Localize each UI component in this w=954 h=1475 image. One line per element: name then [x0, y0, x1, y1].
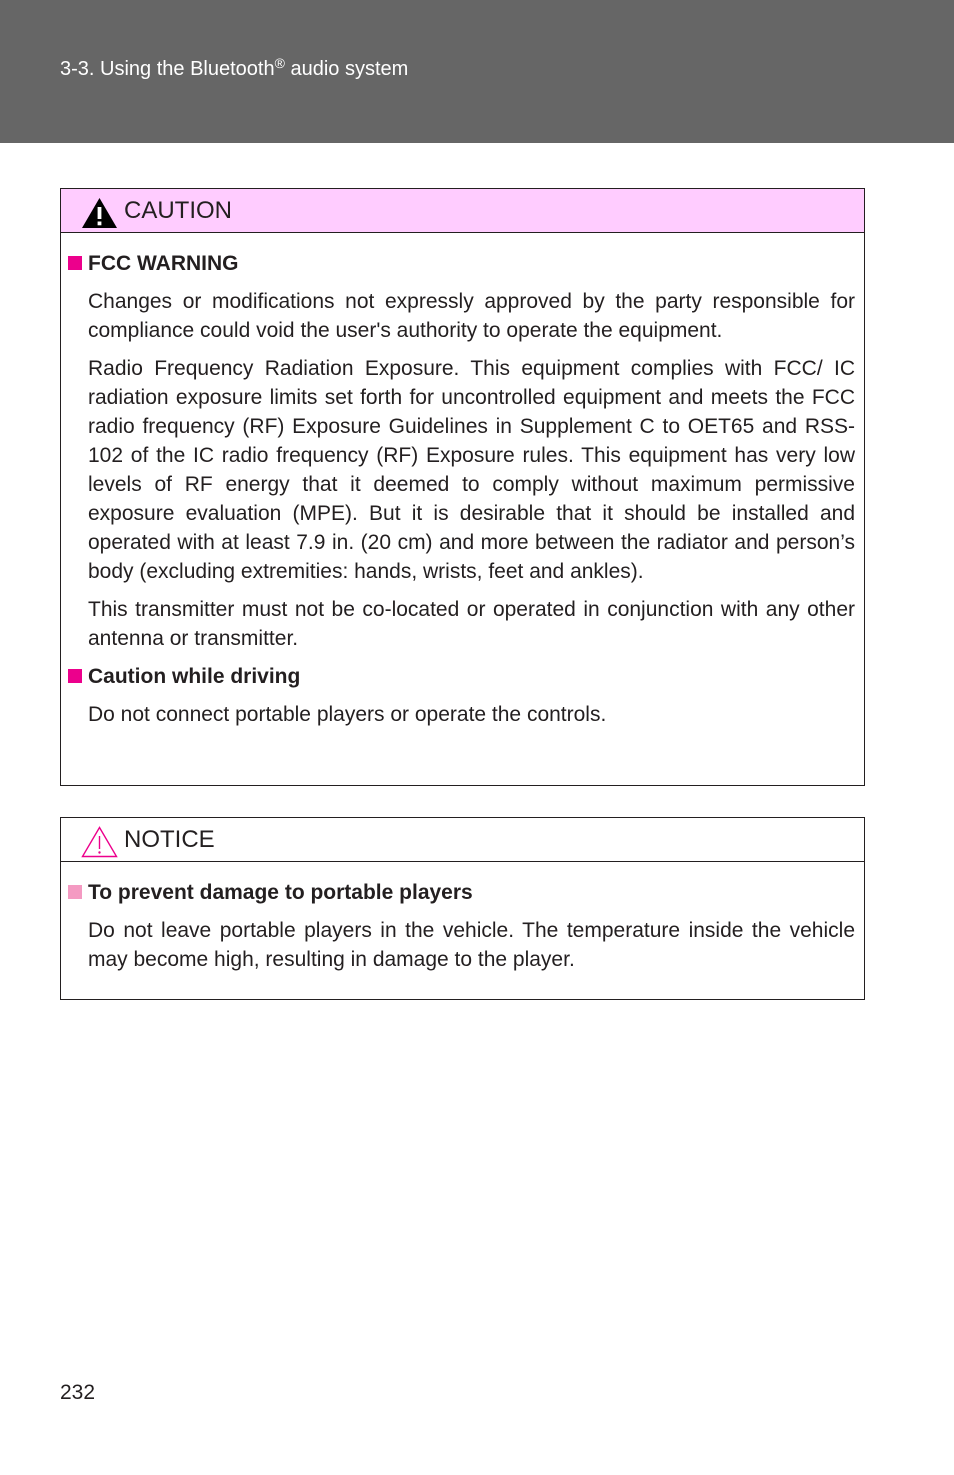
page-number: 232 [60, 1381, 96, 1404]
notice-triangle-icon [81, 826, 118, 858]
fcc-warning-heading [88, 249, 855, 278]
bullet-square-icon [68, 669, 82, 683]
section-title [60, 55, 409, 81]
damage-prevention-heading-text: To prevent damage to portable players [88, 881, 473, 904]
caution-driving-heading-text: Caution while driving [88, 665, 301, 688]
header-band [0, 0, 954, 143]
fcc-warning-paragraph: Radio Frequency Radiation Exposure. This equipment complies with FCC/ IC radiation exposure limits set forth for uncontrolled equipment and meets the FCC radio frequency (RF) Exposure Guidelines in Supplement C to OET65 and RSS-102 of the IC radio frequency (RF) Exposure rules. This equipment has very low levels of RF energy that it deemed to comply without maximum permissive exposure evaluation (MPE). But it is desirable that it should be installed and operated with at least 7.9 in. (20 cm) and more between the radiator and person’s body (excluding extremities: hands, wrists, feet and ankles). [88, 357, 855, 583]
notice-box [60, 817, 865, 1000]
section-title-suffix: audio system [284, 58, 409, 80]
fcc-warning-heading-text: FCC WARNING [88, 252, 239, 275]
notice-header [61, 818, 864, 862]
caution-driving-paragraph: Do not connect portable players or operate the controls. [88, 703, 607, 726]
notice-body [61, 878, 864, 974]
caution-driving-heading [88, 662, 855, 691]
damage-prevention-heading [88, 878, 855, 907]
notice-label: NOTICE [124, 826, 215, 853]
bullet-square-icon [68, 256, 82, 270]
caution-body [61, 249, 864, 729]
fcc-warning-paragraph: This transmitter must not be co-located or operated in conjunction with any other antenna or transmitter. [88, 598, 855, 650]
caution-box [60, 188, 865, 786]
bullet-square-icon [68, 885, 82, 899]
caution-header [61, 189, 864, 233]
fcc-warning-paragraph: Changes or modifications not expressly approved by the party responsible for compliance could void the user's authority to operate the equipment. [88, 290, 855, 342]
registered-mark: ® [274, 55, 285, 71]
warning-triangle-icon [81, 197, 118, 229]
caution-label: CAUTION [124, 197, 232, 224]
damage-prevention-paragraph: Do not leave portable players in the vehicle. The temperature inside the vehicle may become high, resulting in damage to the player. [88, 919, 855, 971]
section-title-prefix: 3-3. Using the Bluetooth [60, 58, 275, 80]
